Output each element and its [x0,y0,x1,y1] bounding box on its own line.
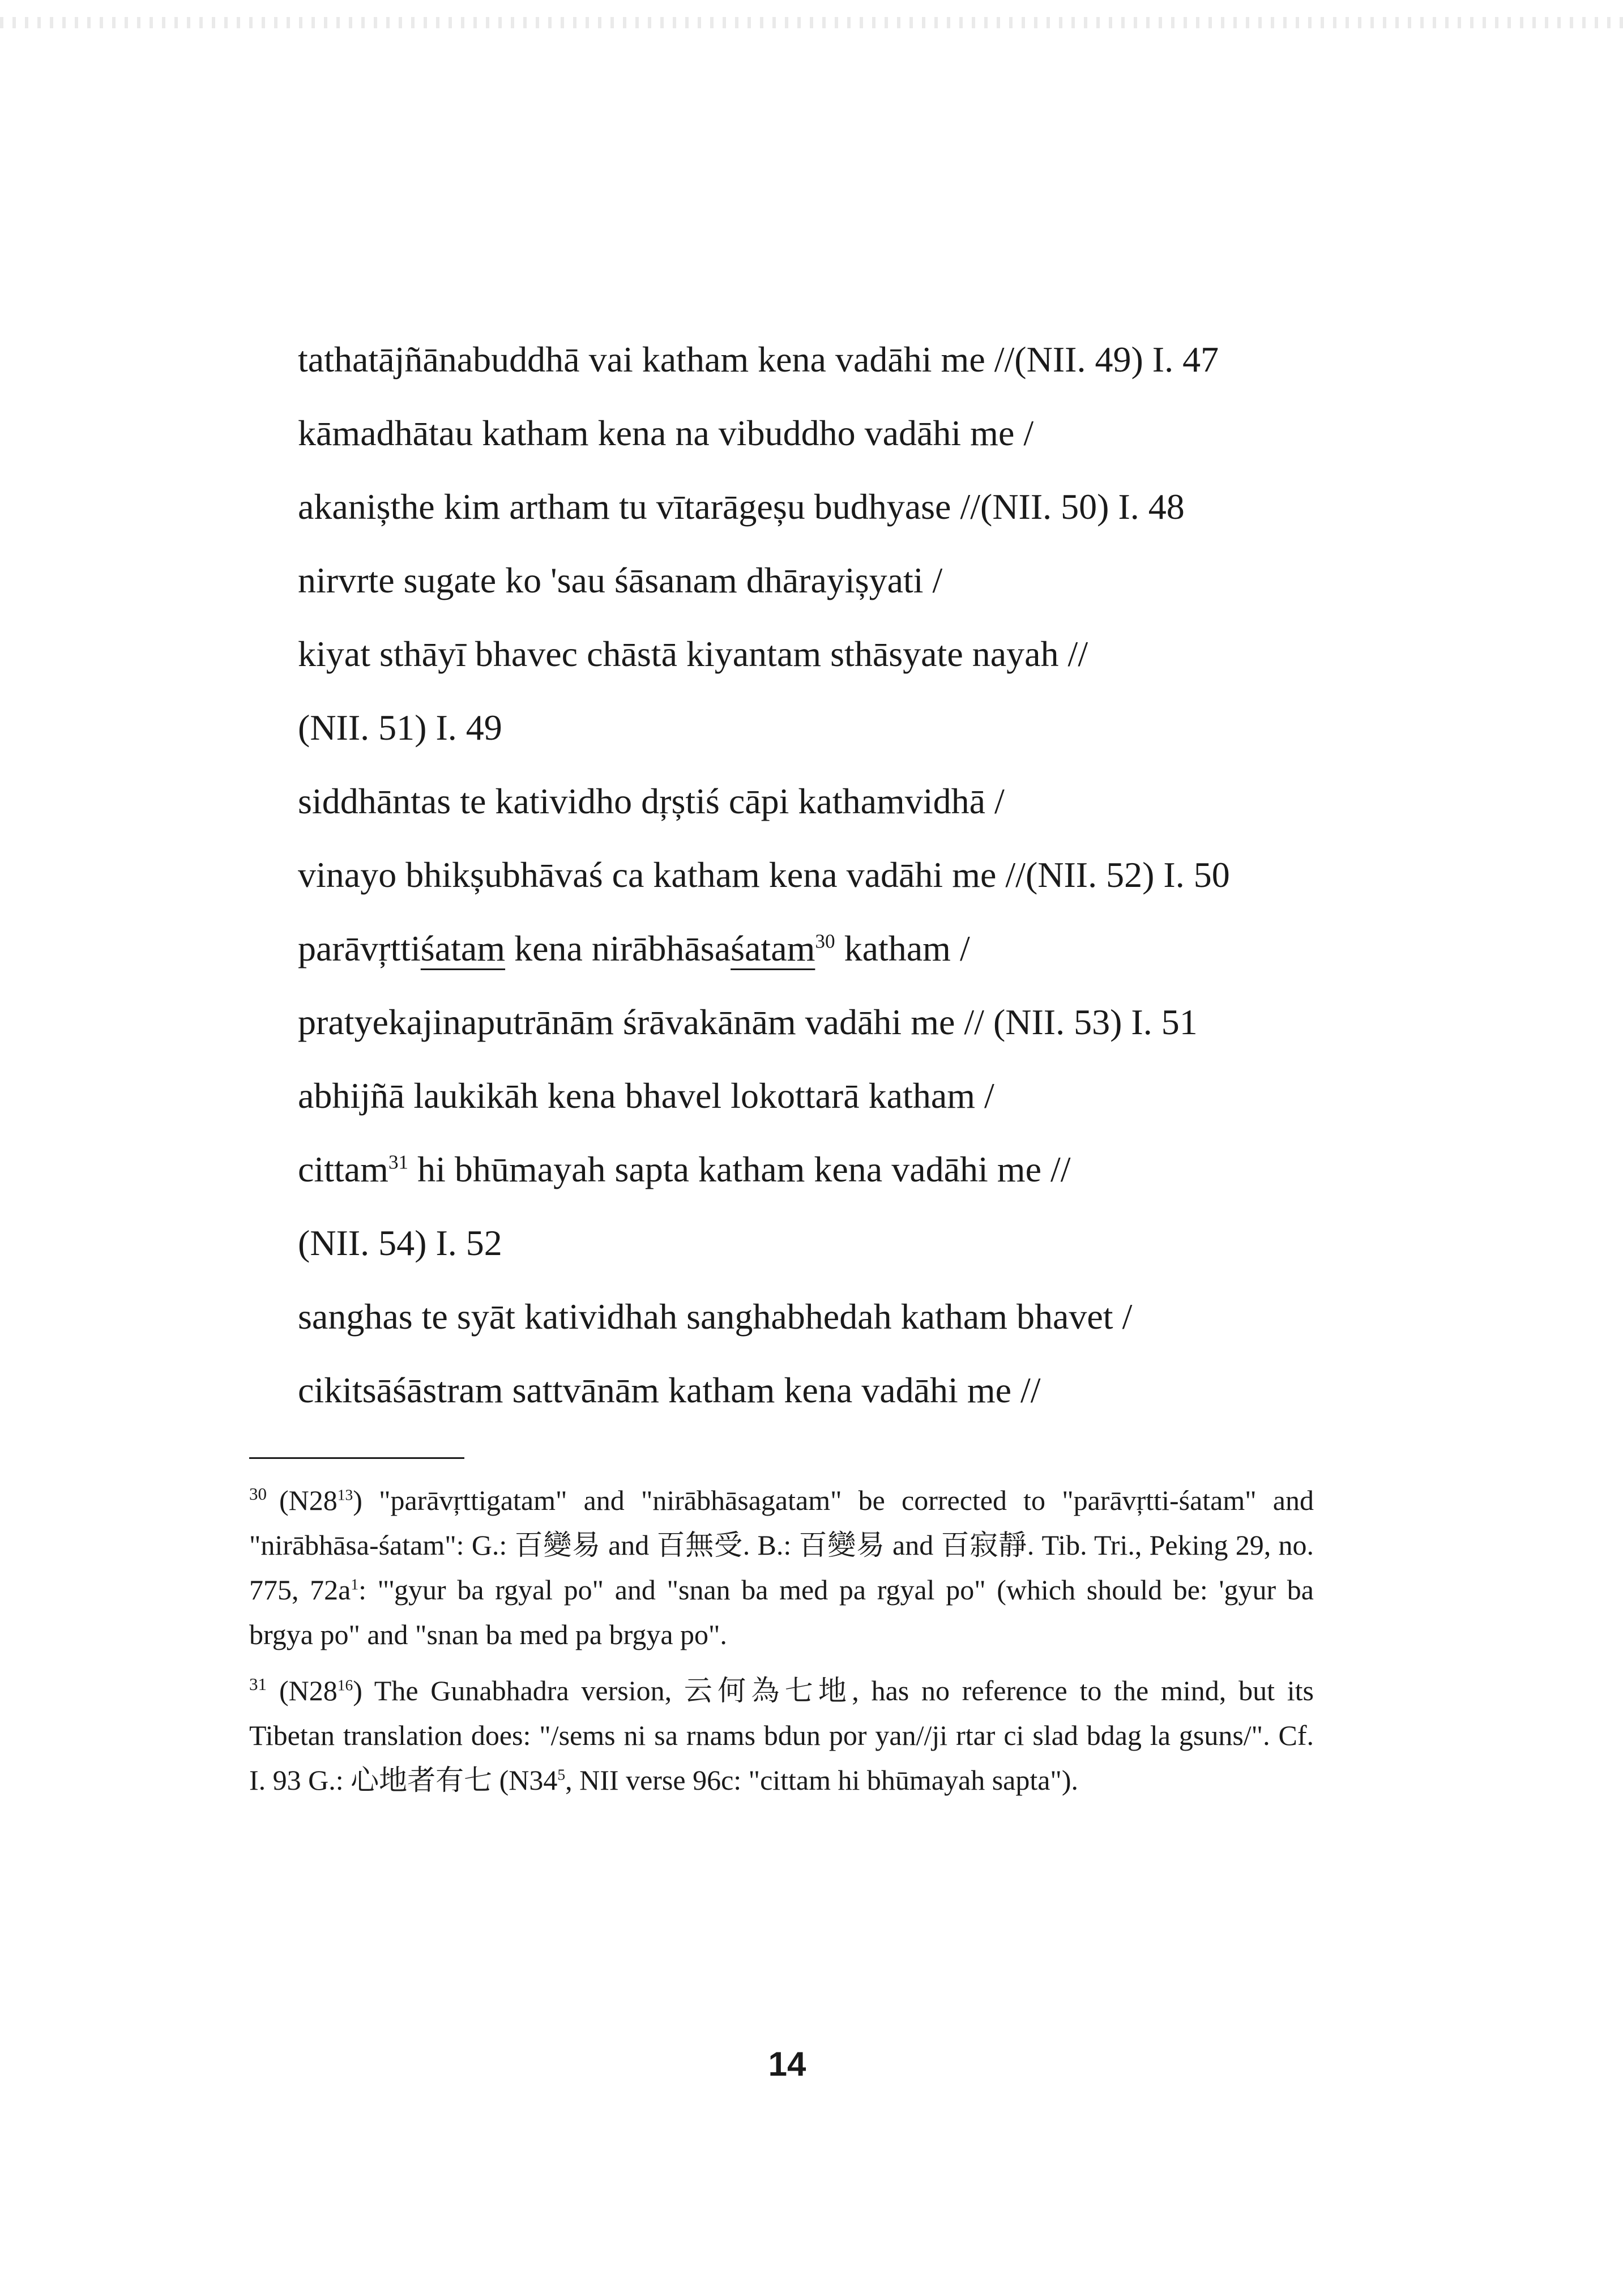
footnote-text: (N28 [279,1675,338,1706]
underlined-term: śatam [731,928,815,968]
footnote-number: 31 [249,1674,267,1695]
verse-line-15: cikitsāśāstram sattvānām katham kena vadāhi me // [298,1370,1041,1410]
footnote-31 [249,1668,1314,1803]
page-number: 14 [768,2045,806,2083]
footnote-ref-30[interactable]: 30 [815,930,835,953]
verse-line-6: (NII. 51) I. 49 [298,707,502,748]
verse-text: katham / [835,928,970,968]
footnote-separator [249,1457,464,1459]
underlined-term: śatam [420,928,506,968]
footnote-text: : "'gyur ba rgyal po" and "snan ba med pa rgyal po" (which should be: 'gyur ba brgya po" and "snan ba med pa brgya po". [249,1574,1314,1650]
footnote-superscript: 5 [557,1765,566,1783]
verse-line-14: sanghas te syāt katividhah sanghabhedah katham bhavet / [298,1296,1133,1337]
footnotes [249,1478,1314,1814]
verse-line-10: pratyekajinaputrānām śrāvakānām vadāhi me // (NII. 53) I. 51 [298,1002,1198,1042]
verse-text: cittam [298,1149,388,1189]
scan-artifact [0,17,1623,28]
verse-line-4: nirvrte sugate ko 'sau śāsanam dhārayișyati / [298,560,943,600]
verse-line-13: (NII. 54) I. 52 [298,1223,502,1263]
footnote-text: (N28 [279,1484,338,1516]
verse-line-9 [298,912,1374,985]
footnote-ref-31[interactable]: 31 [388,1151,409,1173]
verse-line-8: vinayo bhikșubhāvaś ca katham kena vadāhi me //(NII. 52) I. 50 [298,855,1230,895]
verse-line-7: siddhāntas te katividho dŗștiś cāpi kathamvidhā / [298,781,1005,821]
footnote-text: , NII verse 96c: "cittam hi bhūmayah sapta"). [565,1764,1078,1796]
verse-text: parāvŗtti [298,928,421,968]
verse-line-12 [298,1133,1374,1206]
footnote-superscript: 13 [337,1486,353,1504]
footnote-30 [249,1478,1314,1657]
footnote-superscript: 16 [337,1676,353,1694]
verse-line-1: tathatājñānabuddhā vai katham kena vadāhi me //(NII. 49) I. 47 [298,339,1219,379]
verse-line-2: kāmadhātau katham kena na vibuddho vadāhi me / [298,413,1034,453]
verse-text: hi bhūmayah sapta katham kena vadāhi me // [408,1149,1071,1189]
verse-block [298,323,1374,1427]
footnote-text: ) The Gunabhadra version, 云何為七地, has no reference to the mind, but its Tibetan translation does: "/sems ni sa rnams bdun por yan//ji rtar ci slad bdag la gsuns/". Cf. I. 93 G.: 心地者有七 (N34 [249,1675,1314,1796]
footnote-superscript: 1 [351,1575,359,1593]
footnote-number: 30 [249,1484,267,1504]
verse-line-3: akanișthe kim artham tu vītarāgeșu budhyase //(NII. 50) I. 48 [298,486,1185,527]
verse-line-11: abhijñā laukikāh kena bhavel lokottarā katham / [298,1076,994,1116]
verse-line-5: kiyat sthāyī bhavec chāstā kiyantam sthāsyate nayah // [298,634,1088,674]
verse-text: kena nirābhāsa [505,928,731,968]
footnote-text: ) "parāvŗttigatam" and "nirābhāsagatam" be corrected to "parāvŗtti-śatam" and "nirābhāsa-śatam": G.: 百變易 and 百無受. B.: 百變易 and 百寂靜. Tib. Tri., Peking 29, no. 775, 72a [249,1484,1314,1606]
